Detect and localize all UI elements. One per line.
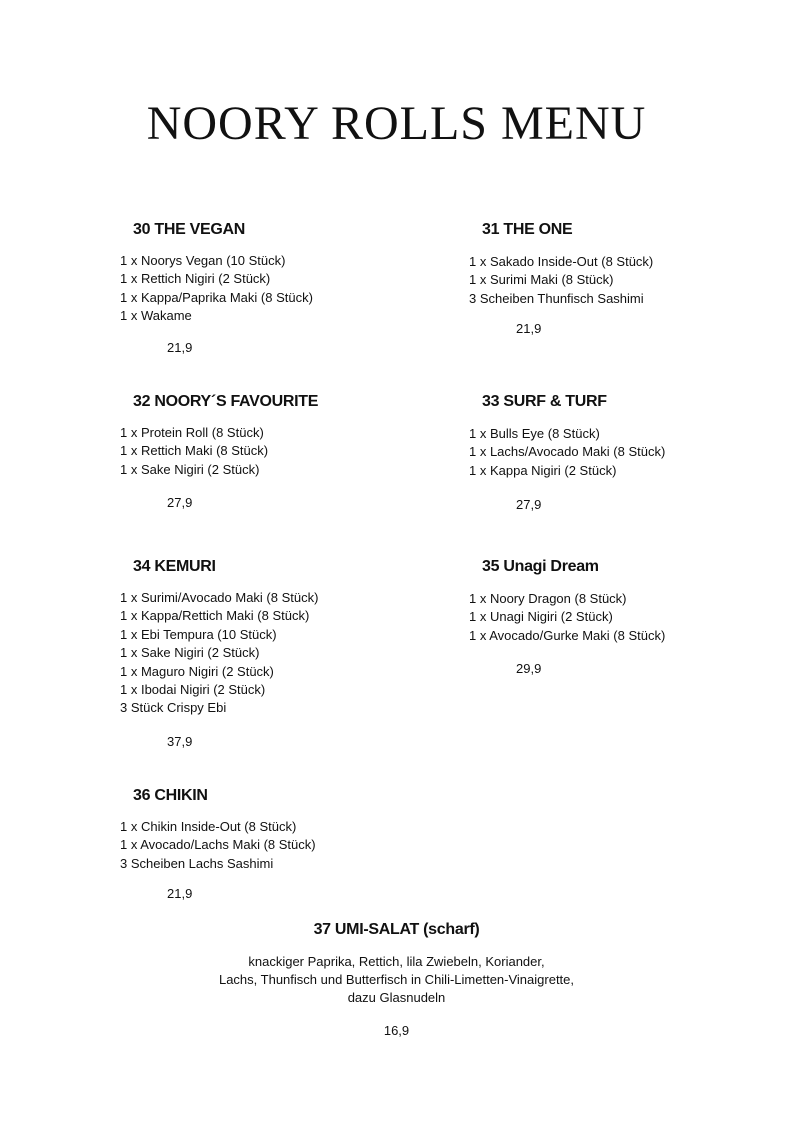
item-list (120, 818, 316, 873)
list-item: 1 x Maguro Nigiri (2 Stück) (120, 663, 274, 679)
menu-section-32 (120, 392, 318, 510)
menu-section-35 (469, 557, 665, 676)
section-heading: 37 UMI-SALAT (scharf) (313, 921, 480, 938)
section-heading: 30 THE VEGAN (133, 221, 245, 238)
salad-description (0, 953, 793, 1007)
item-list (469, 590, 665, 645)
price: 37,9 (167, 733, 193, 749)
description-line: Lachs, Thunfisch und Butterfisch in Chili-Limetten-Vinaigrette, (218, 972, 575, 987)
menu-section-30 (120, 220, 313, 355)
item-list (120, 424, 318, 479)
menu-section-34 (120, 557, 318, 749)
list-item: 1 x Noorys Vegan (10 Stück) (120, 253, 286, 268)
item-list (469, 425, 665, 480)
price: 21,9 (167, 339, 193, 355)
price: 27,9 (516, 497, 542, 513)
list-item: 1 x Chikin Inside-Out (8 Stück) (120, 819, 297, 834)
description-line: knackiger Paprika, Rettich, lila Zwiebeln, Koriander, (248, 954, 545, 969)
item-list (469, 253, 653, 308)
price: 21,9 (516, 321, 542, 337)
list-item: 1 x Avocado/Lachs Maki (8 Stück) (120, 837, 316, 853)
section-heading: 33 SURF & TURF (482, 393, 607, 410)
section-heading: 36 CHIKIN (133, 787, 208, 804)
section-heading: 32 NOORY´S FAVOURITE (133, 393, 319, 410)
list-item: 1 x Surimi/Avocado Maki (8 Stück) (120, 590, 319, 605)
list-item: 3 Stück Crispy Ebi (120, 700, 227, 716)
menu-section-37 (0, 920, 793, 1038)
list-item: 1 x Surimi Maki (8 Stück) (469, 272, 614, 288)
list-item: 1 x Ebi Tempura (10 Stück) (120, 626, 277, 642)
list-item: 1 x Protein Roll (8 Stück) (120, 425, 264, 440)
list-item: 1 x Kappa/Paprika Maki (8 Stück) (120, 289, 313, 305)
list-item: 1 x Sakado Inside-Out (8 Stück) (469, 254, 654, 269)
price: 16,9 (383, 1023, 410, 1038)
list-item: 1 x Rettich Nigiri (2 Stück) (120, 271, 271, 287)
list-item: 1 x Bulls Eye (8 Stück) (469, 426, 600, 441)
list-item: 1 x Kappa Nigiri (2 Stück) (469, 462, 617, 478)
section-heading: 34 KEMURI (133, 558, 216, 575)
price: 27,9 (167, 495, 193, 511)
page-title: NOORY ROLLS MENU (146, 97, 647, 150)
list-item: 1 x Noory Dragon (8 Stück) (469, 591, 627, 606)
description-line: dazu Glasnudeln (347, 990, 446, 1005)
item-list (120, 252, 313, 326)
price: 21,9 (167, 886, 193, 902)
list-item: 3 Scheiben Lachs Sashimi (120, 855, 274, 871)
list-item: 1 x Ibodai Nigiri (2 Stück) (120, 682, 266, 698)
list-item: 1 x Rettich Maki (8 Stück) (120, 443, 269, 459)
list-item: 1 x Sake Nigiri (2 Stück) (120, 645, 260, 661)
menu-section-36 (120, 786, 316, 901)
list-item: 1 x Lachs/Avocado Maki (8 Stück) (469, 444, 666, 460)
section-heading: 35 Unagi Dream (482, 558, 599, 575)
list-item: 1 x Wakame (120, 308, 192, 324)
list-item: 1 x Kappa/Rettich Maki (8 Stück) (120, 608, 310, 624)
list-item: 1 x Sake Nigiri (2 Stück) (120, 461, 260, 477)
menu-section-33 (469, 392, 665, 512)
item-list (120, 589, 318, 718)
section-heading: 31 THE ONE (482, 221, 573, 238)
list-item: 1 x Avocado/Gurke Maki (8 Stück) (469, 627, 666, 643)
menu-section-31 (469, 220, 653, 336)
price: 29,9 (516, 661, 542, 677)
list-item: 3 Scheiben Thunfisch Sashimi (469, 290, 644, 306)
list-item: 1 x Unagi Nigiri (2 Stück) (469, 609, 613, 625)
